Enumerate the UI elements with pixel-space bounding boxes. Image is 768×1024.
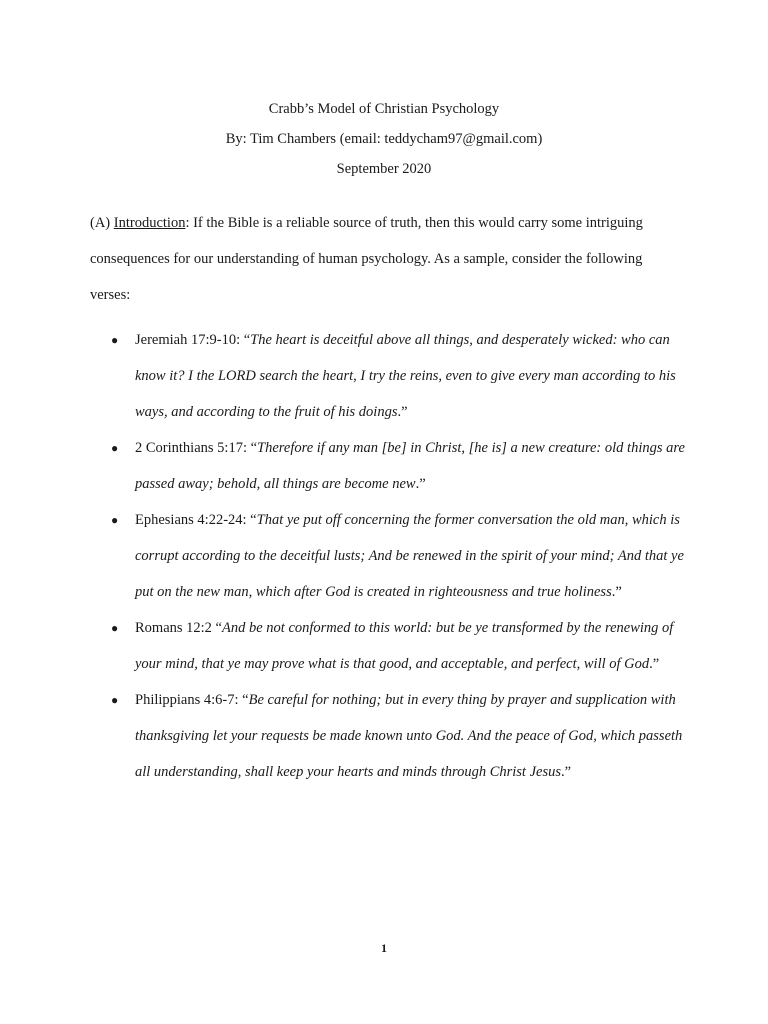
- bullet-icon: ●: [111, 621, 119, 635]
- verse-reference: 2 Corinthians 5:17: “: [135, 440, 258, 456]
- document-date: September 2020: [336, 161, 432, 177]
- verse-quote: Be careful for nothing; but in every thing by prayer and supplication with thanksgiving let your requests be made known unto God. And the peace of God, which passeth all understanding, shall keep your hearts and minds through Christ Jesus: [135, 692, 683, 780]
- verse-quote: That ye put off concerning the former conversation the old man, which is corrupt according to the deceitful lusts; And be renewed in the spirit of your mind; And that ye put on the new man, which after God is created in righteousness and true holiness: [135, 512, 684, 600]
- document-byline: By: Tim Chambers (email: teddycham97@gmail.com): [225, 131, 543, 147]
- verse-end: .”: [611, 584, 622, 600]
- list-item: [90, 430, 685, 502]
- verse-end: .”: [561, 764, 572, 780]
- list-item: [90, 610, 685, 682]
- verse-end: .”: [397, 404, 408, 420]
- introduction-paragraph: [90, 205, 680, 313]
- document-header: [0, 94, 768, 184]
- bullet-icon: ●: [111, 693, 119, 707]
- verse-quote: Therefore if any man [be] in Christ, [he is] a new creature: old things are passed away; behold, all things are become new: [135, 440, 685, 492]
- list-item: [90, 502, 685, 610]
- verse-reference: Philippians 4:6-7: “: [135, 692, 249, 708]
- bullet-icon: ●: [111, 441, 119, 455]
- bullet-icon: ●: [111, 513, 119, 527]
- verse-reference: Jeremiah 17:9-10: “: [135, 332, 251, 348]
- verse-quote: The heart is deceitful above all things, and desperately wicked: who can know it? I the LORD search the heart, I try the reins, even to give every man according to his ways, and according to the fruit of his doings: [135, 332, 676, 420]
- page-number: 1: [381, 941, 387, 955]
- bullet-icon: ●: [111, 333, 119, 347]
- verse-reference: Ephesians 4:22-24: “: [135, 512, 257, 528]
- introduction-text: : If the Bible is a reliable source of truth, then this would carry some intriguing consequences for our understanding of human psychology. As a sample, consider the following verses:: [90, 215, 643, 303]
- document-title: Crabb’s Model of Christian Psychology: [268, 101, 500, 117]
- section-heading: Introduction: [113, 215, 186, 231]
- section-label: (A): [90, 215, 114, 231]
- verse-list: [90, 322, 685, 790]
- verse-end: .”: [649, 656, 660, 672]
- list-item: [90, 322, 685, 430]
- verse-end: .”: [415, 476, 426, 492]
- verse-reference: Romans 12:2 “: [135, 620, 222, 636]
- list-item: [90, 682, 685, 790]
- verse-quote: And be not conformed to this world: but be ye transformed by the renewing of your mind, that ye may prove what is that good, and acceptable, and perfect, will of God: [135, 620, 674, 672]
